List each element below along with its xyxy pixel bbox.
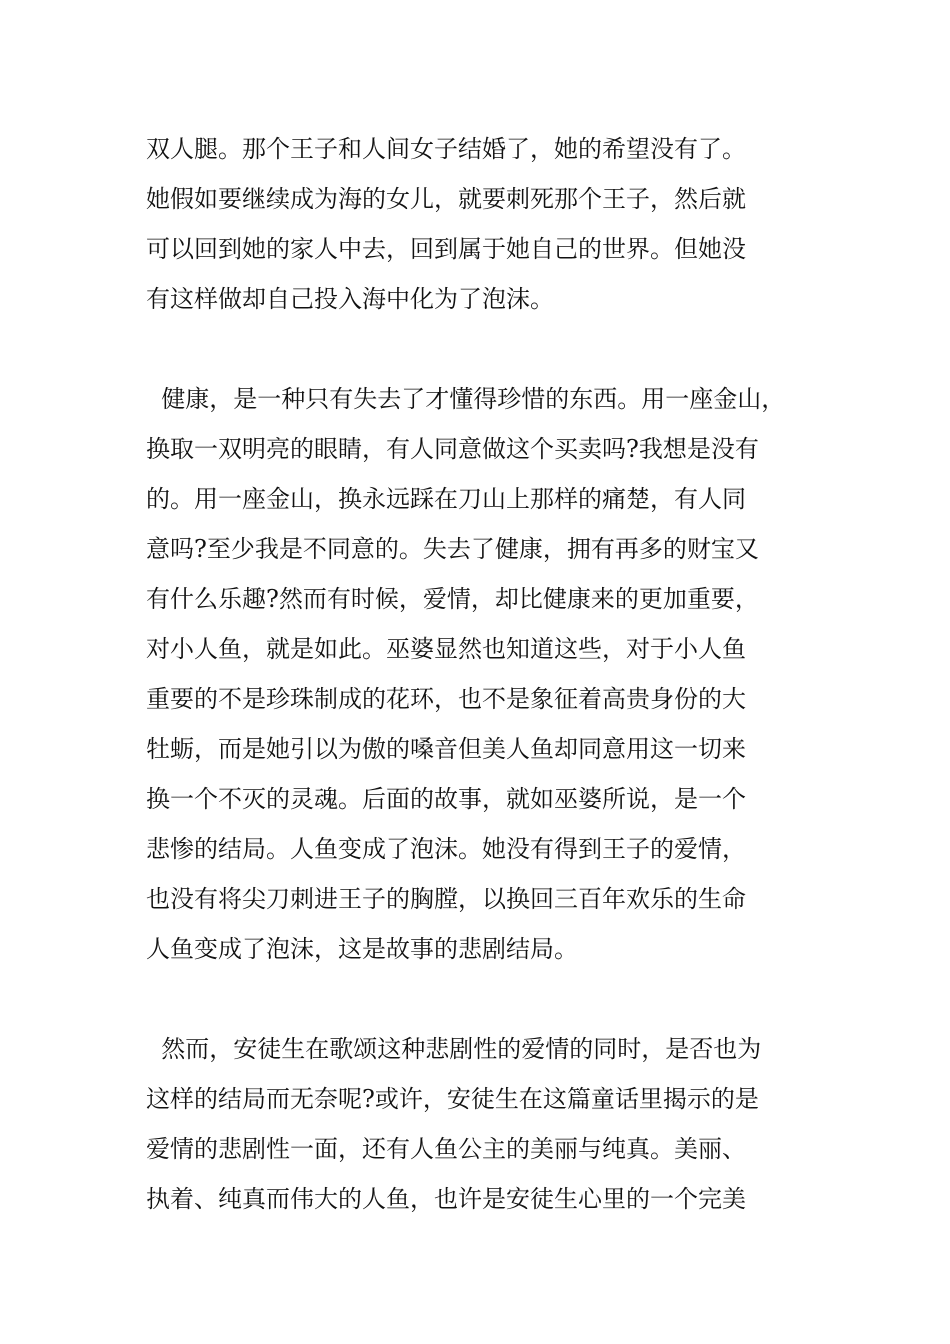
- paragraph-1: [146, 124, 826, 324]
- text-line: 双人腿。那个王子和人间女子结婚了，她的希望没有了。: [146, 135, 746, 163]
- paragraph-3: [146, 1024, 826, 1224]
- text-line: 也没有将尖刀刺进王子的胸膛，以换回三百年欢乐的生命: [146, 885, 746, 913]
- text-line: 换一个不灭的灵魂。后面的故事，就如巫婆所说，是一个: [146, 785, 746, 813]
- text-line: 健康，是一种只有失去了才懂得珍惜的东西。用一座金山，: [146, 385, 786, 413]
- text-line: 的。用一座金山，换永远踩在刀山上那样的痛楚，有人同: [146, 485, 746, 513]
- text-line: 有这样做却自己投入海中化为了泡沫。: [146, 285, 554, 313]
- text-line: 重要的不是珍珠制成的花环，也不是象征着高贵身份的大: [146, 685, 746, 713]
- text-line: 人鱼变成了泡沫，这是故事的悲剧结局。: [146, 935, 578, 963]
- text-line: 有什么乐趣?然而有时候，爱情，却比健康来的更加重要，: [146, 585, 759, 613]
- text-line: 对小人鱼，就是如此。巫婆显然也知道这些，对于小人鱼: [146, 635, 746, 663]
- text-line: 执着、纯真而伟大的人鱼，也许是安徒生心里的一个完美: [146, 1185, 746, 1213]
- text-line: 悲惨的结局。人鱼变成了泡沫。她没有得到王子的爱情，: [146, 835, 746, 863]
- text-line: 她假如要继续成为海的女儿，就要刺死那个王子，然后就: [146, 185, 746, 213]
- text-line: 换取一双明亮的眼睛，有人同意做这个买卖吗?我想是没有: [146, 435, 759, 463]
- text-line: 然而，安徒生在歌颂这种悲剧性的爱情的同时，是否也为: [146, 1035, 762, 1063]
- text-line: 牡蛎，而是她引以为傲的嗓音但美人鱼却同意用这一切来: [146, 735, 746, 763]
- text-line: 爱情的悲剧性一面，还有人鱼公主的美丽与纯真。美丽、: [146, 1135, 746, 1163]
- paragraph-2: [146, 374, 826, 974]
- text-line: 意吗?至少我是不同意的。失去了健康，拥有再多的财宝又: [146, 535, 759, 563]
- text-line: 可以回到她的家人中去，回到属于她自己的世界。但她没: [146, 235, 746, 263]
- text-line: 这样的结局而无奈呢?或许，安徒生在这篇童话里揭示的是: [146, 1085, 759, 1113]
